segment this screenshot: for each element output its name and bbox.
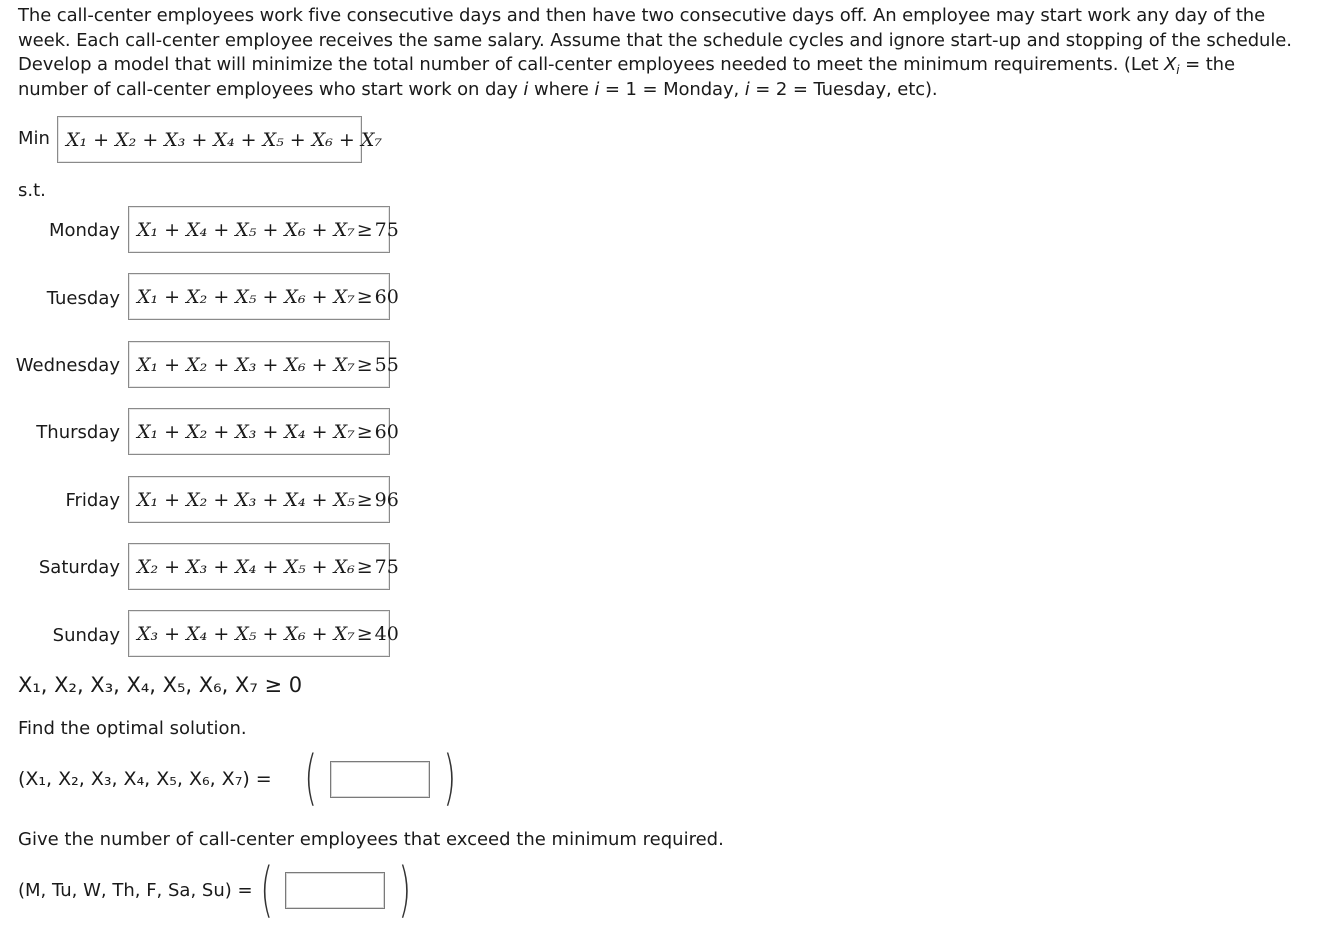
objective-function-box <box>57 116 382 163</box>
nonnegativity-operator: ≥ <box>264 673 283 697</box>
problem-statement <box>18 4 1318 102</box>
constraint-day-monday: Monday <box>48 220 120 241</box>
constraint-operator: ≥ <box>356 353 373 376</box>
constraint-day-sunday: Sunday <box>52 625 120 646</box>
excess-answer-input[interactable] <box>285 872 385 909</box>
constraint-rhs: 75 <box>374 555 399 578</box>
problem-line-3: Develop a model that will minimize the total number of call-center employees needed to meet the minimum requirements. (Let $X_i$ = the <box>18 54 1235 77</box>
constraint-rhs: 75 <box>374 218 399 241</box>
constraint-day-saturday: Saturday <box>38 557 120 578</box>
subject-to-label: s.t. <box>18 180 46 201</box>
constraint-lhs: X₂ + X₃ + X₄ + X₅ + X₆ <box>137 555 355 578</box>
constraint-rhs: 40 <box>374 622 399 645</box>
constraint-operator: ≥ <box>356 218 373 241</box>
excess-prompt: Give the number of call-center employees that exceed the minimum required. <box>18 829 724 850</box>
constraint-box-tuesday <box>128 273 399 320</box>
problem-line-1: The call-center employees work five consecutive days and then have two consecutive days off. An employee may start work any day of the <box>18 5 1266 26</box>
excess-label: (M, Tu, W, Th, F, Sa, Su) = <box>18 880 253 901</box>
excess-left-paren: ( <box>260 855 274 925</box>
constraint-lhs: X₁ + X₂ + X₃ + X₆ + X₇ <box>137 353 355 376</box>
constraint-day-friday: Friday <box>65 490 120 511</box>
constraint-day-thursday: Thursday <box>36 422 120 443</box>
objective-label: Min <box>18 128 50 149</box>
constraint-rhs: 60 <box>374 285 399 308</box>
solution-answer-input[interactable] <box>330 761 430 798</box>
constraint-lhs: X₁ + X₂ + X₃ + X₄ + X₇ <box>137 420 355 443</box>
constraint-lhs: X₃ + X₄ + X₅ + X₆ + X₇ <box>137 622 355 645</box>
constraint-box-sunday <box>128 610 399 657</box>
solution-right-paren: ) <box>443 743 457 813</box>
problem-line-2: week. Each call-center employee receives the same salary. Assume that the schedule cycles and ignore start-up and stopping of the schedule. <box>18 29 1292 51</box>
constraint-box-wednesday <box>128 341 399 388</box>
nonnegativity-rhs: 0 <box>288 673 303 697</box>
problem-line-4: number of call-center employees who start work on day i where i = 1 = Monday, i = 2 = Tuesday, etc). <box>18 78 938 100</box>
objective-expression: X₁ + X₂ + X₃ + X₄ + X₅ + X₆ + X₇ <box>66 128 382 151</box>
constraint-lhs: X₁ + X₂ + X₅ + X₆ + X₇ <box>137 285 355 308</box>
constraint-box-thursday <box>128 408 399 455</box>
find-optimal-prompt: Find the optimal solution. <box>18 718 247 739</box>
nonnegativity-constraint <box>18 674 302 696</box>
constraint-operator: ≥ <box>356 420 373 443</box>
constraint-operator: ≥ <box>356 555 373 578</box>
solution-label: (X₁, X₂, X₃, X₄, X₅, X₆, X₇) = <box>18 768 272 790</box>
excess-right-paren: ) <box>398 855 412 925</box>
constraint-rhs: 60 <box>374 420 399 443</box>
constraint-lhs: X₁ + X₂ + X₃ + X₄ + X₅ <box>137 488 355 511</box>
constraint-lhs: X₁ + X₄ + X₅ + X₆ + X₇ <box>137 218 355 241</box>
constraint-day-tuesday: Tuesday <box>46 288 120 309</box>
constraint-box-monday <box>128 206 399 253</box>
constraint-rhs: 96 <box>374 488 399 511</box>
solution-left-paren: ( <box>304 743 318 813</box>
constraint-rhs: 55 <box>374 353 399 376</box>
constraint-operator: ≥ <box>356 488 373 511</box>
constraint-day-wednesday: Wednesday <box>15 355 120 376</box>
constraint-box-friday <box>128 476 399 523</box>
constraint-operator: ≥ <box>356 285 373 308</box>
constraint-operator: ≥ <box>356 622 373 645</box>
constraint-box-saturday <box>128 543 399 590</box>
nonnegativity-vars: X₁, X₂, X₃, X₄, X₅, X₆, X₇ <box>18 673 258 697</box>
